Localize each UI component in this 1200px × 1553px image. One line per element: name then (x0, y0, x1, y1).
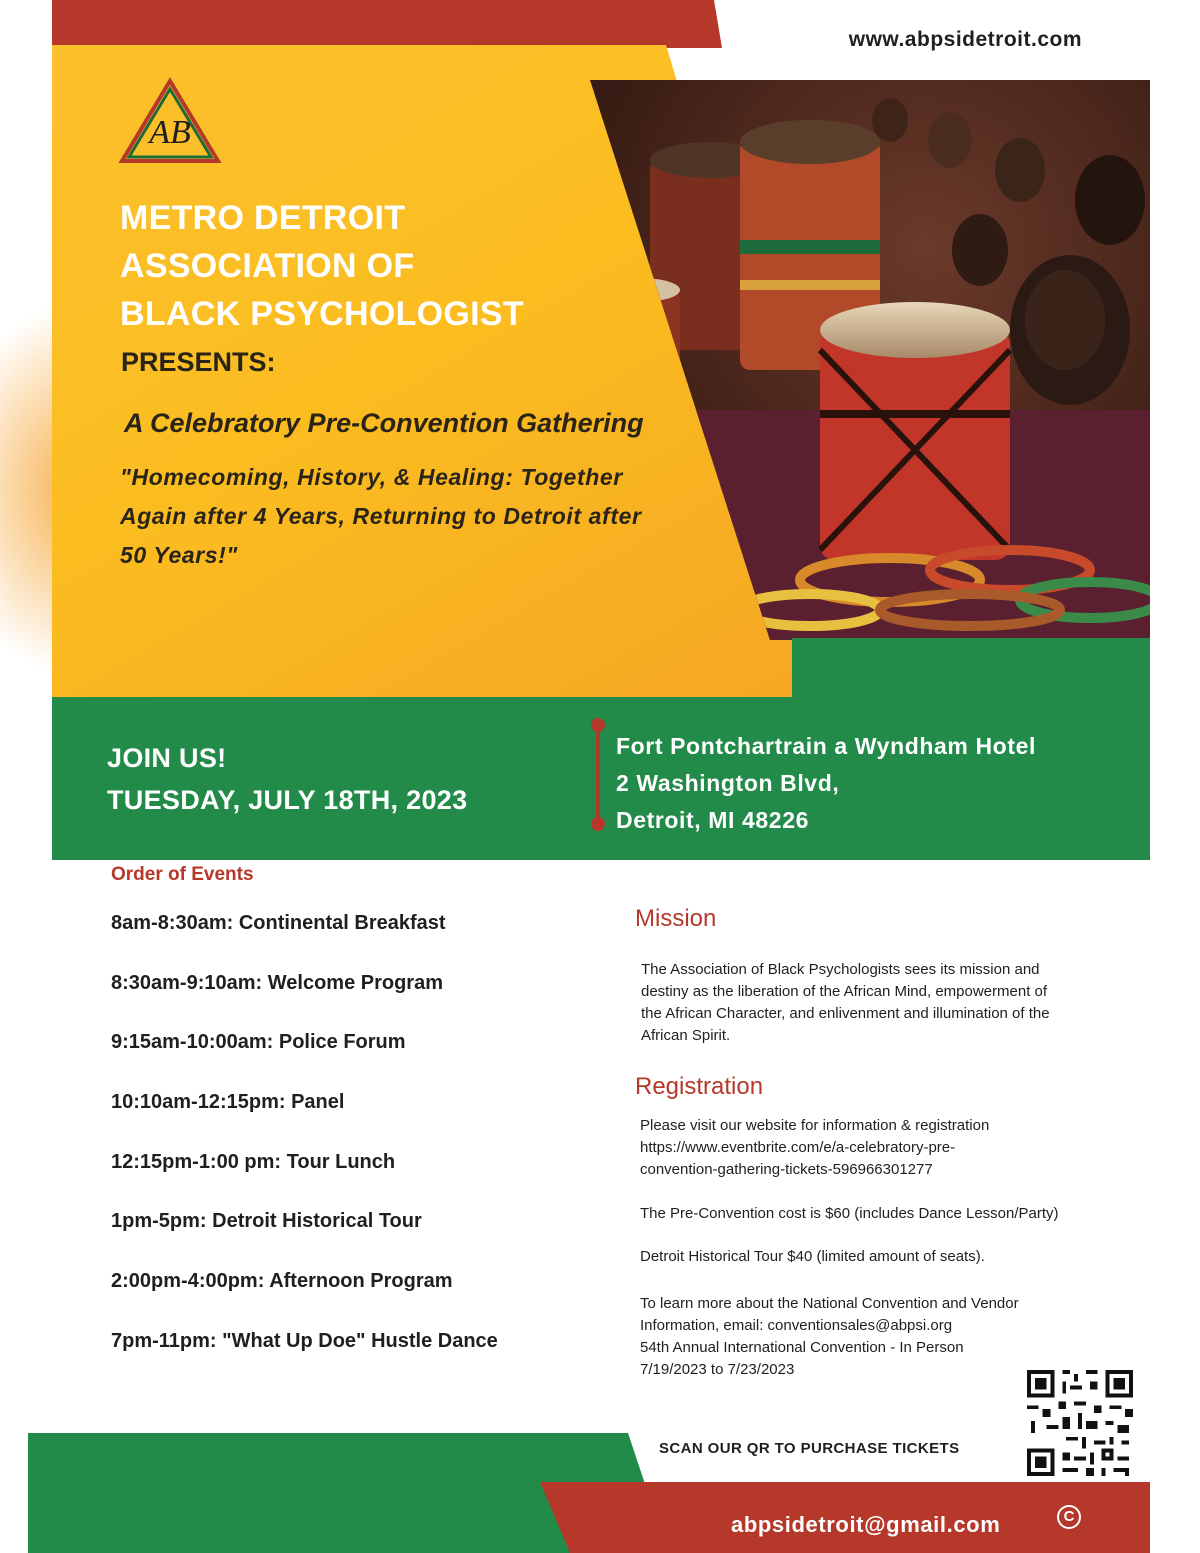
org-line-2: ASSOCIATION OF (120, 247, 415, 285)
event-item: 2:00pm-4:00pm: Afternoon Program (111, 1270, 453, 1293)
mission-line-1: The Association of Black Psychologists sees its mission and (641, 961, 1040, 978)
qr-code[interactable] (1022, 1366, 1138, 1480)
website-url[interactable]: www.abpsidetroit.com (848, 28, 1082, 51)
eventbrite-link[interactable]: https://www.eventbrite.com/e/a-celebratory-pre- (640, 1139, 956, 1156)
logo-letters: AB (149, 114, 191, 151)
mission-text (641, 959, 1131, 1047)
location-pin-icon (591, 718, 605, 732)
event-item: 8am-8:30am: Continental Breakfast (111, 912, 446, 934)
theme-line-3: 50 Years!" (120, 542, 238, 568)
scan-qr-label: SCAN OUR QR TO PURCHASE TICKETS (659, 1440, 960, 1457)
registration-visit (640, 1115, 989, 1181)
order-of-events-list (111, 912, 498, 1390)
order-of-events-title: Order of Events (111, 864, 254, 885)
convention-info-line-1: To learn more about the National Convention and Vendor (640, 1295, 1019, 1312)
location-pin-line (596, 724, 600, 824)
abpsi-logo (118, 75, 223, 170)
green-corner-block (792, 638, 1150, 698)
registration-visit-line: Please visit our website for information & registration (640, 1117, 990, 1134)
venue-city: Detroit, MI 48226 (616, 807, 809, 833)
venue-address (616, 728, 1036, 839)
join-us-label: JOIN US! (107, 743, 227, 773)
top-red-banner (52, 0, 722, 48)
mission-line-4: African Spirit. (641, 1027, 731, 1044)
location-pin-dot-icon (591, 817, 605, 831)
presents-label: PRESENTS: (121, 347, 276, 377)
copyright-icon: C (1057, 1505, 1081, 1529)
event-date: TUESDAY, JULY 18TH, 2023 (107, 785, 468, 815)
contact-email[interactable]: abpsidetroit@gmail.com (731, 1512, 1001, 1537)
event-item: 1pm-5pm: Detroit Historical Tour (111, 1210, 422, 1233)
qr-code-graphic (1022, 1366, 1138, 1480)
convention-info-line-3: 54th Annual International Convention - In Person (640, 1339, 964, 1356)
org-line-1: METRO DETROIT (120, 199, 406, 237)
tour-cost: Detroit Historical Tour $40 (limited amount of seats). (640, 1248, 985, 1265)
mission-line-2: destiny as the liberation of the African Mind, empowerment of (641, 983, 1048, 1000)
org-line-3: BLACK PSYCHOLOGIST (120, 295, 524, 333)
eventbrite-link-cont[interactable]: convention-gathering-tickets-596966301277 (640, 1161, 933, 1178)
registration-cost: The Pre-Convention cost is $60 (includes Dance Lesson/Party) (640, 1205, 1059, 1222)
event-item: 7pm-11pm: "What Up Doe" Hustle Dance (111, 1329, 498, 1352)
theme-line-2: Again after 4 Years, Returning to Detroit after (120, 503, 642, 529)
event-item: 9:15am-10:00am: Police Forum (111, 1031, 406, 1054)
convention-dates: 7/19/2023 to 7/23/2023 (640, 1361, 795, 1378)
event-theme (120, 458, 760, 575)
venue-name: Fort Pontchartrain a Wyndham Hotel (616, 733, 1036, 759)
event-item: 10:10am-12:15pm: Panel (111, 1091, 345, 1114)
theme-line-1: "Homecoming, History, & Healing: Together (120, 464, 623, 490)
mission-heading: Mission (635, 905, 717, 932)
event-item: 12:15pm-1:00 pm: Tour Lunch (111, 1150, 396, 1173)
event-item: 8:30am-9:10am: Welcome Program (111, 971, 443, 994)
venue-street: 2 Washington Blvd, (616, 770, 840, 796)
convention-email[interactable]: Information, email: conventionsales@abpsi.org (640, 1317, 953, 1334)
organization-name (120, 194, 524, 338)
event-date-block (107, 737, 467, 821)
mission-line-3: the African Character, and enlivenment and illumination of the (641, 1005, 1050, 1022)
event-subtitle: A Celebratory Pre-Convention Gathering (124, 408, 644, 438)
convention-info (640, 1293, 1019, 1381)
registration-heading: Registration (635, 1073, 764, 1100)
